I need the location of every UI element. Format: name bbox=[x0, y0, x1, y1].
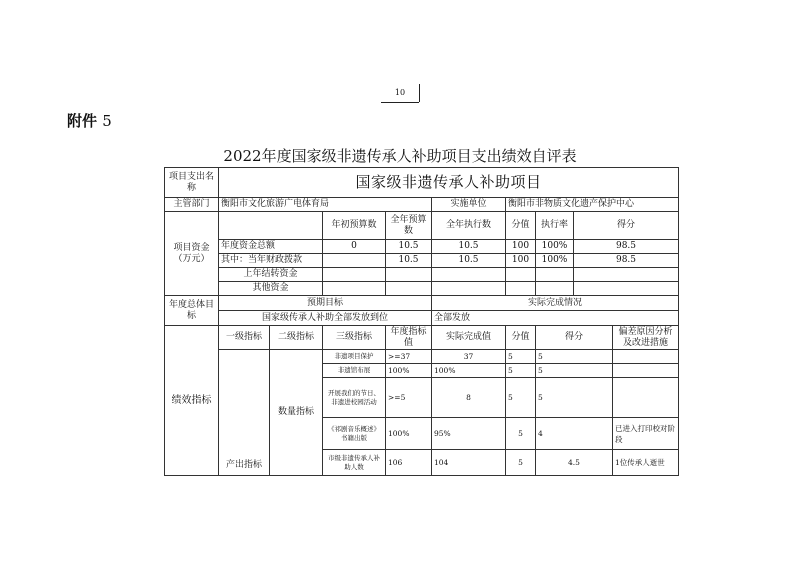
fund-annual: 10.5 bbox=[386, 240, 432, 254]
indicator-score: 4 bbox=[536, 418, 613, 450]
project-name-label: 项目支出名称 bbox=[165, 168, 219, 198]
authority-label: 主管部门 bbox=[165, 198, 219, 212]
fund-annual bbox=[386, 282, 432, 296]
indicator-actual: 95% bbox=[432, 418, 506, 450]
fund-value: 100 bbox=[506, 240, 536, 254]
indicator-header-score: 得分 bbox=[536, 326, 613, 350]
indicator-target: >=5 bbox=[386, 378, 432, 418]
attachment-label bbox=[67, 110, 112, 131]
fund-value bbox=[506, 282, 536, 296]
indicator-level2: 数量指标 bbox=[270, 350, 323, 476]
fund-executed bbox=[432, 282, 506, 296]
implementer-label: 实施单位 bbox=[432, 198, 506, 212]
fund-score bbox=[574, 268, 679, 282]
indicator-reason bbox=[613, 378, 679, 418]
project-name: 国家级非遗传承人补助项目 bbox=[219, 168, 679, 198]
indicator-name: 非遗馆布展 bbox=[323, 364, 386, 378]
indicator-reason: 已进入打印校对阶段 bbox=[613, 418, 679, 450]
attachment-number: 5 bbox=[102, 112, 112, 130]
indicator-value: 5 bbox=[506, 450, 536, 476]
indicator-target: 100% bbox=[386, 418, 432, 450]
fund-value bbox=[506, 268, 536, 282]
indicator-level1: 产出指标 bbox=[219, 350, 270, 476]
self-evaluation-table bbox=[164, 167, 679, 476]
indicator-target: 100% bbox=[386, 364, 432, 378]
expected-goal: 国家级传承人补助全部发放到位 bbox=[219, 311, 432, 326]
fund-rate: 100% bbox=[536, 240, 574, 254]
fund-score: 98.5 bbox=[574, 254, 679, 268]
fund-annual bbox=[386, 268, 432, 282]
fund-score: 98.5 bbox=[574, 240, 679, 254]
attachment-text: 附件 bbox=[67, 112, 98, 130]
indicator-value: 5 bbox=[506, 418, 536, 450]
fund-row-label: 年度资金总额 bbox=[219, 240, 323, 254]
indicator-name: 非遗项目保护 bbox=[323, 350, 386, 364]
indicator-actual: 100% bbox=[432, 364, 506, 378]
indicator-header-target: 年度指标值 bbox=[386, 326, 432, 350]
indicators-label: 绩效指标 bbox=[165, 326, 219, 476]
fund-initial bbox=[323, 268, 386, 282]
funds-header-initial: 年初预算数 bbox=[323, 212, 386, 240]
indicator-reason: 1位传承人逝世 bbox=[613, 450, 679, 476]
fund-executed: 10.5 bbox=[432, 240, 506, 254]
indicator-score: 4.5 bbox=[536, 450, 613, 476]
indicator-value: 5 bbox=[506, 364, 536, 378]
fund-rate: 100% bbox=[536, 254, 574, 268]
page-title: 2022年度国家级非遗传承人补助项目支出绩效自评表 bbox=[223, 147, 577, 165]
funds-header-value: 分值 bbox=[506, 212, 536, 240]
funds-label: 项目资金（万元） bbox=[165, 212, 219, 296]
indicator-value: 5 bbox=[506, 378, 536, 418]
fund-executed bbox=[432, 268, 506, 282]
indicator-header-level1: 一级指标 bbox=[219, 326, 270, 350]
fund-initial bbox=[323, 254, 386, 268]
fund-rate bbox=[536, 268, 574, 282]
indicator-actual: 37 bbox=[432, 350, 506, 364]
indicator-header-actual: 实际完成值 bbox=[432, 326, 506, 350]
fund-row-label: 其他资金 bbox=[219, 282, 323, 296]
funds-header-annual: 全年预算数 bbox=[386, 212, 432, 240]
indicator-reason bbox=[613, 364, 679, 378]
indicator-header-value: 分值 bbox=[506, 326, 536, 350]
funds-header-score: 得分 bbox=[574, 212, 679, 240]
funds-header-rate: 执行率 bbox=[536, 212, 574, 240]
annual-goal-label: 年度总体目标 bbox=[165, 296, 219, 326]
fund-row-label: 其中：当年财政拨款 bbox=[219, 254, 323, 268]
implementer-value: 衡阳市非物质文化遗产保护中心 bbox=[506, 198, 679, 212]
indicator-actual: 8 bbox=[432, 378, 506, 418]
expected-goal-header: 预期目标 bbox=[219, 296, 432, 311]
fund-score bbox=[574, 282, 679, 296]
indicator-value: 5 bbox=[506, 350, 536, 364]
fund-row-label: 上年结转资金 bbox=[219, 268, 323, 282]
indicator-actual: 104 bbox=[432, 450, 506, 476]
indicator-reason bbox=[613, 350, 679, 364]
fund-initial: 0 bbox=[323, 240, 386, 254]
indicator-score: 5 bbox=[536, 364, 613, 378]
indicator-target: 106 bbox=[386, 450, 432, 476]
indicator-score: 5 bbox=[536, 350, 613, 364]
fund-executed: 10.5 bbox=[432, 254, 506, 268]
fund-initial bbox=[323, 282, 386, 296]
authority-value: 衡阳市文化旅游广电体育局 bbox=[219, 198, 432, 212]
indicator-header-reason: 偏差原因分析及改进措施 bbox=[613, 326, 679, 350]
indicator-name: 市级非遗传承人补助人数 bbox=[323, 450, 386, 476]
indicator-header-level3: 三级指标 bbox=[323, 326, 386, 350]
indicator-name: 开展我们的节日、非遗进校园活动 bbox=[323, 378, 386, 418]
fund-rate bbox=[536, 282, 574, 296]
indicator-target: >=37 bbox=[386, 350, 432, 364]
funds-header-executed: 全年执行数 bbox=[432, 212, 506, 240]
page-number: 10 bbox=[381, 84, 419, 103]
actual-goal: 全部发放 bbox=[432, 311, 679, 326]
indicator-header-level2: 二级指标 bbox=[270, 326, 323, 350]
actual-goal-header: 实际完成情况 bbox=[432, 296, 679, 311]
fund-annual: 10.5 bbox=[386, 254, 432, 268]
fund-value: 100 bbox=[506, 254, 536, 268]
indicator-name: 《祁剧音乐概述》书籍出版 bbox=[323, 418, 386, 450]
indicator-score: 5 bbox=[536, 378, 613, 418]
